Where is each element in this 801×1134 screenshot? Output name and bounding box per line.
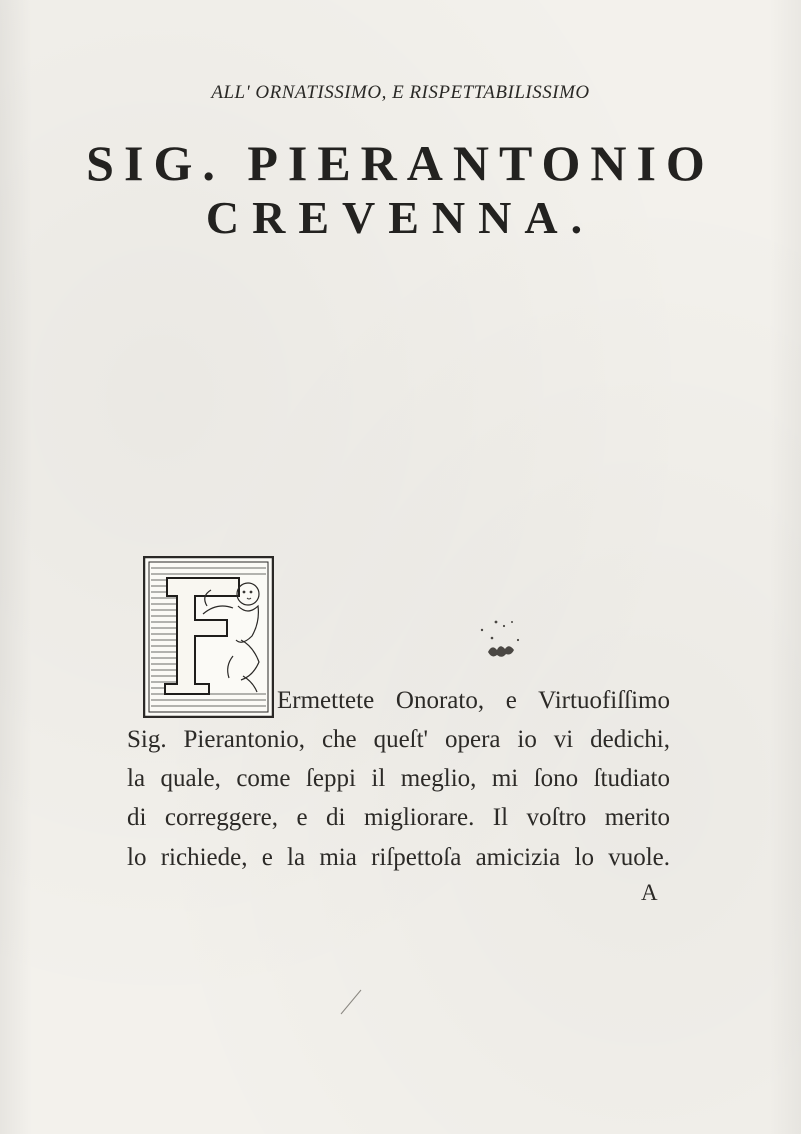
recipient-name-line-2: CREVENNA.: [205, 192, 596, 243]
recipient-name-line-1: SIG. PIERANTONIO: [86, 135, 715, 191]
dedication-heading: ALL' ORNATISSIMO, E RISPETTABILISSIMO: [211, 82, 590, 103]
ornament-flourish: [478, 616, 526, 660]
body-line-3: la quale, come ſeppi il meglio, mi ſono ſtudiato: [127, 765, 670, 792]
catchword: A: [641, 880, 658, 905]
stray-pen-mark: [339, 988, 363, 1016]
body-line-5: lo richiede, e la mia riſpettoſa amicizia lo vuole.: [127, 844, 670, 871]
body-line-2: Sig. Pierantonio, che queſt' opera io vi dedichi,: [127, 726, 670, 753]
drop-cap-f-engraving: [143, 556, 274, 718]
body-line-4: di correggere, e di migliorare. Il voſtro merito: [127, 804, 670, 831]
body-line-1: Ermettete Onorato, e Virtuofiſſimo: [277, 687, 670, 714]
